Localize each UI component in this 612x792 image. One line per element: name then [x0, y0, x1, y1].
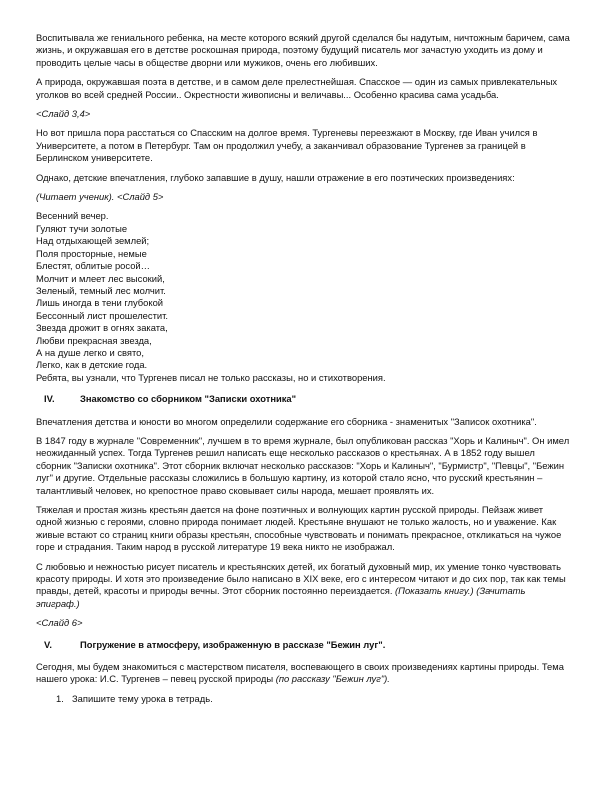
section-title: Знакомство со сборником "Записки охотника"	[80, 393, 297, 405]
paragraph-today	[36, 661, 570, 686]
poem-line: Звезда дрожит в огнях заката,	[36, 322, 168, 334]
paragraph-children-text: С любовью и нежностью рисует писатель и крестьянских детей, их богатый духовный мир, их умение тонко чувствовать красоту природы. И хотя это произведение было написано в XIX веке, его с интересом читают и до сих пор, так как темы правды, детей, красоты и природы вечны. Этот сборник постоянно переиздается.	[36, 560, 566, 597]
slide-note-6: <Слайд 6>	[36, 617, 83, 629]
section-number: IV.	[44, 393, 55, 405]
paragraph-nature: А природа, окружавшая поэта в детстве, и в самом деле прелестнейшая. Спасское — один из самых привлекательных уголков во всей средней России.. Окрестности живописны и величавы... Особенно красива сама усадьба.	[36, 76, 558, 100]
paragraph-children-remark: (Показать книгу.) (Зачитать эпиграф.)	[36, 585, 526, 609]
poem-line: Любви прекрасная звезда,	[36, 334, 152, 346]
list-number: 1.	[56, 692, 64, 704]
paragraph-peasant-life: Тяжелая и простая жизнь крестьян дается на фоне поэтичных и волнующих картин русской природы. Пейзаж живет одной жизнью с героями, словно природа понимает людей. Крестьяне внушают не только жалость, но и уважение. Как живые встают со страниц книги образы крестьян, способные чувствовать и понимать прекрасное, откликаться на чужое горе и страдания. Таким народ в русской литературе 19 века никто не изображал.	[36, 504, 562, 553]
poem-line: А на душе легко и свято,	[36, 346, 144, 358]
paragraph-moscow: Но вот пришла пора расстаться со Спасским на долгое время. Тургеневы переезжают в Москву, где Иван учился в Университете, а потом в Петербург. Там он продолжил учебу, а заканчивал образование Тургенев за границей в Берлинском университете.	[36, 127, 538, 164]
poem	[36, 210, 570, 384]
poem-line: Зеленый, темный лес молчит.	[36, 284, 166, 296]
poem-line: Гуляют тучи золотые	[36, 222, 128, 234]
poem-remark: Ребята, вы узнали, что Тургенев писал не только рассказы, но и стихотворения.	[36, 371, 386, 383]
paragraph-childhood-impressions: Впечатления детства и юности во многом определили содержание его сборника - знаменитых "Записок охотника".	[36, 415, 537, 427]
paragraph-upbringing: Воспитывала же гениального ребенка, на месте которого всякий другой сделался бы надутым, ничтожным баричем, сама жизнь, и окружавшая его в детстве роскошная природа, поэтому будущий писатель мог зачастую уходить из дому и проводить целые часы в обществе дворни или мужиков, очень его любивших.	[36, 32, 570, 68]
list-item	[36, 693, 570, 705]
slide-note-3-4: <Слайд 3,4>	[36, 108, 91, 120]
poem-line: Легко, как в детские года.	[36, 359, 148, 371]
poem-line: Молчит и млеет лес высокий,	[36, 272, 165, 284]
poem-line: Бессонный лист прошелестит.	[36, 309, 168, 321]
poem-line: Лишь иногда в тени глубокой	[36, 297, 164, 309]
paragraph-1847: В 1847 году в журнале "Современник", лучшем в то время журнале, был опубликован рассказ "Хорь и Калиныч". Он имел неожиданный успех. Тогда Тургенев решил написать еще несколько рассказов о крестьянах. А в 1852 году вышел сборник "Записки охотника". Этот сборник включат несколько рассказов: "Хорь и Калиныч", "Бурмистр", "Певцы", "Бежин луг" и другие. Отдельные рассказы сложились в большую картину, из которой стало ясно, что русский крестьянин – талантливый человек, но крепостное право сковывает силы народа, мешает проявлять их.	[36, 434, 570, 496]
section-title: Погружение в атмосферу, изображенную в рассказе "Бежин луг".	[80, 638, 386, 650]
paragraph-today-remark: (по рассказу "Бежин луг").	[275, 673, 390, 685]
poem-line: Блестят, облитые росой…	[36, 260, 151, 272]
poem-line: Над отдыхающей землей;	[36, 235, 150, 247]
paragraph-impressions: Однако, детские впечатления, глубоко запавшие в душу, нашли отражение в его поэтических произведениях:	[36, 171, 515, 183]
paragraph-children	[36, 561, 570, 611]
section-heading-v	[36, 639, 570, 651]
poem-line: Поля просторные, немые	[36, 247, 147, 259]
section-number: V.	[44, 638, 52, 650]
slide-note-5: (Читает ученик). <Слайд 5>	[36, 191, 164, 203]
section-heading-iv	[36, 393, 570, 405]
list-text: Запишите тему урока в тетрадь.	[72, 692, 213, 704]
paragraph-today-text: Сегодня, мы будем знакомиться с мастерством писателя, воспевающего в своих произведениях картины природы. Тема нашего урока: И.С. Тургенев – певец русской природы	[36, 661, 564, 685]
poem-line: Весенний вечер.	[36, 210, 109, 222]
